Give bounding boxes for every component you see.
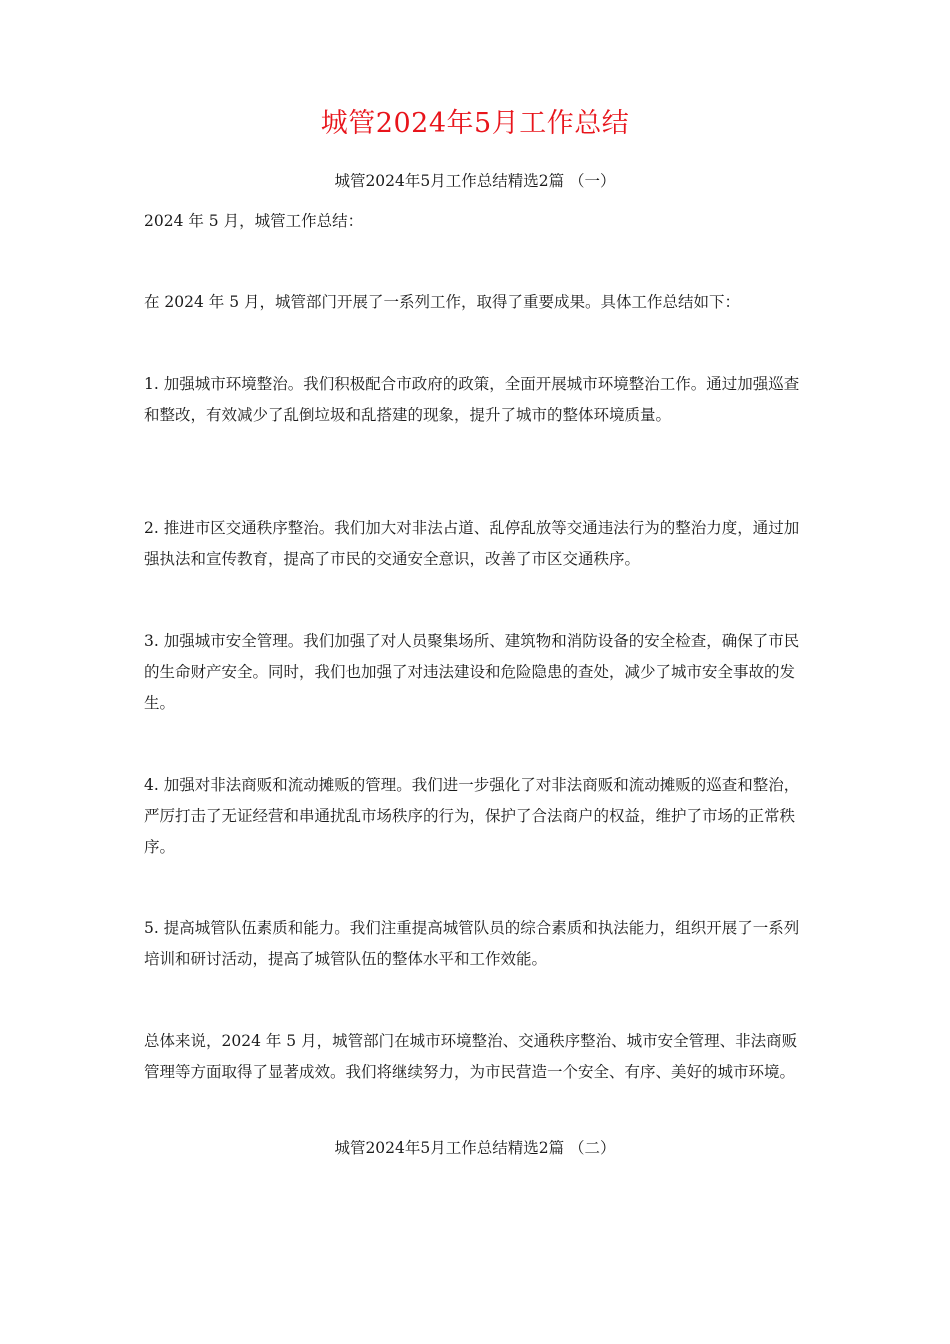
paragraph-conclusion: 总体来说，2024 年 5 月，城管部门在城市环境整治、交通秩序整治、城市安全管理、非法商贩管理等方面取得了显著成效。我们将继续努力，为市民营造一个安全、有序、美好的城市环境。 <box>144 1032 798 1081</box>
section-heading-2: 城管2024年5月工作总结精选2篇 （二） <box>334 1139 616 1157</box>
paragraph-item-1: 1. 加强城市环境整治。我们积极配合市政府的政策，全面开展城市环境整治工作。通过加强巡查和整改，有效减少了乱倒垃圾和乱搭建的现象，提升了城市的整体环境质量。 <box>144 375 800 424</box>
section-heading-1: 城管2024年5月工作总结精选2篇 （一） <box>334 172 616 190</box>
paragraph-intro: 2024 年 5 月，城管工作总结： <box>144 212 364 230</box>
paragraph-item-4: 4. 加强对非法商贩和流动摊贩的管理。我们进一步强化了对非法商贩和流动摊贩的巡查和整治，严厉打击了无证经营和串通扰乱市场秩序的行为，保护了合法商户的权益，维护了市场的正常秩序。 <box>144 776 800 856</box>
paragraph-item-2: 2. 推进市区交通秩序整治。我们加大对非法占道、乱停乱放等交通违法行为的整治力度，通过加强执法和宣传教育，提高了市民的交通安全意识，改善了市区交通秩序。 <box>144 519 800 568</box>
paragraph-item-5: 5. 提高城管队伍素质和能力。我们注重提高城管队员的综合素质和执法能力，组织开展了一系列培训和研讨活动，提高了城管队伍的整体水平和工作效能。 <box>144 919 800 968</box>
paragraph-item-3: 3. 加强城市安全管理。我们加强了对人员聚集场所、建筑物和消防设备的安全检查，确保了市民的生命财产安全。同时，我们也加强了对违法建设和危险隐患的查处，减少了城市安全事故的发生。 <box>144 632 800 712</box>
document-title: 城管2024年5月工作总结 <box>320 108 630 139</box>
paragraph-overview: 在 2024 年 5 月，城管部门开展了一系列工作，取得了重要成果。具体工作总结如下： <box>144 293 741 311</box>
